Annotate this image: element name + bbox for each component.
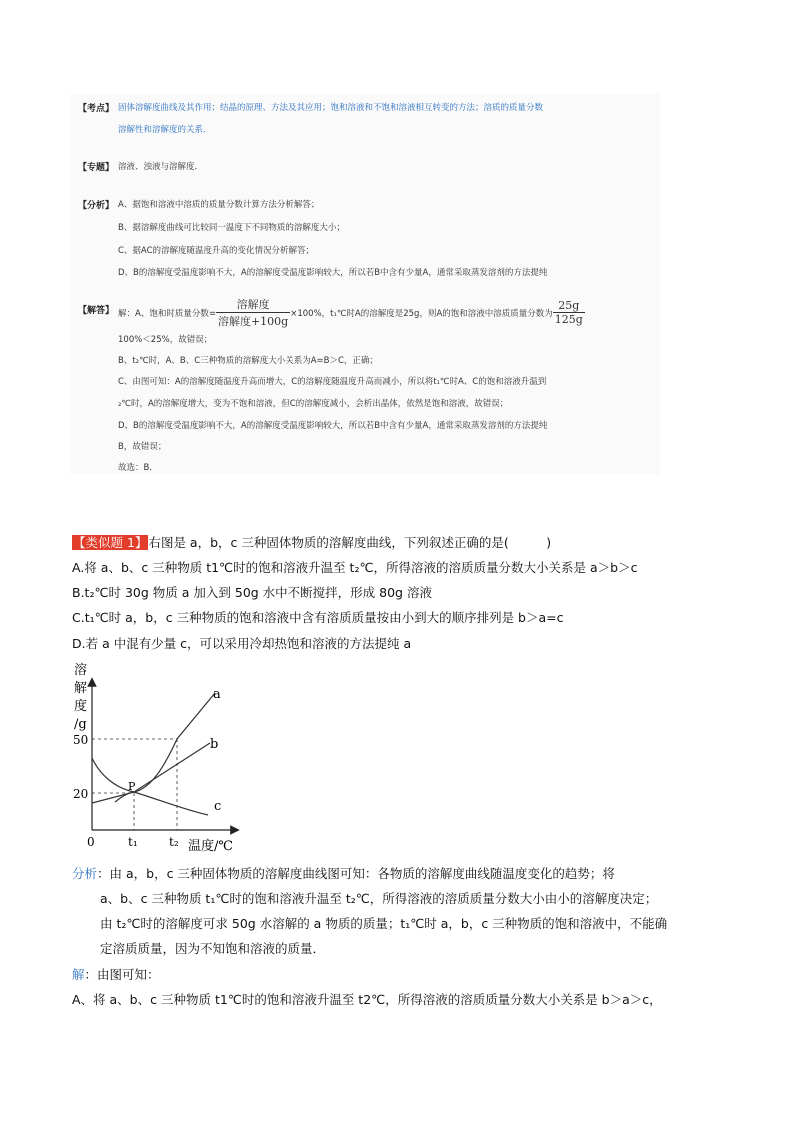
y-tick-20: 20: [73, 787, 89, 801]
jieda-a-line: [118, 296, 585, 329]
y-label-1: 溶: [74, 663, 88, 678]
solution-panel: [70, 94, 660, 474]
kaodian-line-1: 固体溶解度曲线及其作用；结晶的原理、方法及其应用；饱和溶液和不饱和溶液相互转变的方法；溶质的质量分数: [118, 103, 544, 113]
fenxi-a: A、据饱和溶液中溶质的质量分数计算方法分析解答；: [118, 200, 320, 210]
jieda-answer: 故选：B．: [118, 463, 158, 473]
option-c: C.t₁℃时 a，b，c 三种物质的饱和溶液中含有溶质质量按由小到大的顺序排列是 b＞a=c: [72, 610, 564, 625]
x-tick-t1: t₁: [128, 835, 138, 849]
option-b: B.t₂℃时 30g 物质 a 加入到 50g 水中不断搅拌，形成 80g 溶液: [72, 585, 432, 600]
curve-b: [92, 743, 210, 803]
solubility-chart: [70, 660, 250, 855]
jieda-a-mid: ×100%，t₁℃时A的溶解度是25g，则A的饱和溶液中溶质质量分数为: [290, 308, 553, 319]
zhuanti-tag: 【专题】: [78, 163, 115, 173]
series-label-a: a: [213, 687, 221, 702]
analysis-line-2: a、b、c 三种物质 t₁℃时的饱和溶液升温至 t₂℃，所得溶液的溶质质量分数大小由小的溶解度决定；: [100, 891, 658, 906]
y-label-4: /g: [74, 717, 87, 732]
jie-a: A、将 a、b、c 三种物质 t1℃时的饱和溶液升温至 t2℃，所得溶液的溶质质量分数大小关系是 b＞a＞c，: [72, 992, 662, 1007]
jieda-a-end: 100%＜25%，故错误；: [118, 335, 213, 345]
jieda-tag: 【解答】: [78, 306, 115, 316]
fraction-numerator: 溶解度: [216, 296, 290, 313]
question-stem-line: [72, 533, 551, 551]
fraction-numerator-2: 25g: [553, 299, 585, 313]
fraction-25-125: [553, 299, 585, 326]
fenxi-c: C、据AC的溶解度随温度升高的变化情况分析解答；: [118, 246, 315, 256]
fenxi-d: D、B的溶解度受温度影响不大，A的溶解度受温度影响较大，所以若B中含有少量A，通常采取蒸发溶剂的方法提纯: [118, 268, 548, 278]
x-tick-t2: t₂: [169, 835, 179, 849]
fraction-denominator: 溶解度+100g: [217, 315, 289, 328]
question-stem: 右图是 a，b，c 三种固体物质的溶解度曲线，下列叙述正确的是( ): [148, 535, 552, 550]
fenxi-b: B、据溶解度曲线可比较同一温度下不同物质的溶解度大小；: [118, 223, 345, 233]
jieda-d1: D、B的溶解度受温度影响不大，A的溶解度受温度影响较大，所以若B中含有少量A，通常采取蒸发溶剂的方法提纯: [118, 421, 548, 431]
y-tick-50: 50: [73, 733, 89, 747]
kaodian-tag: 【考点】: [78, 104, 115, 114]
analysis-line-3: 由 t₂℃时的溶解度可求 50g 水溶解的 a 物质的质量；t₁℃时 a，b，c 三种物质的饱和溶液中，不能确: [100, 916, 668, 931]
jie-line: [72, 965, 160, 983]
point-p-label: P: [128, 780, 136, 793]
kaodian-line-2: 溶解性和溶解度的关系．: [118, 125, 212, 135]
y-label-3: 度: [74, 699, 88, 714]
zhuanti-text: 溶液、浊液与溶解度．: [118, 162, 204, 172]
curve-c: [92, 758, 208, 815]
jieda-b: B、t₂℃时，A、B、C三种物质的溶解度大小关系为A=B＞C，正确；: [118, 356, 378, 366]
option-d: D.若 a 中混有少量 c，可以采用冷却热饱和溶液的方法提纯 a: [72, 636, 412, 651]
analysis-line-1: [72, 864, 615, 882]
jieda-c2: ₂℃时，A的溶解度增大，变为不饱和溶液，但C的溶解度减小，会析出晶体，依然是饱和溶液，故错误；: [118, 399, 509, 409]
question-tag: 【类似题 1】: [73, 535, 148, 550]
analysis-label: 分析: [72, 866, 98, 881]
analysis-text-1: ：由 a，b，c 三种固体物质的溶解度曲线图可知：各物质的溶解度曲线随温度变化的趋势；将: [97, 866, 615, 881]
fenxi-tag: 【分析】: [78, 201, 115, 211]
series-label-c: c: [214, 799, 222, 814]
jieda-c1: C、由图可知：A的溶解度随温度升高而增大，C的溶解度随温度升高而减小，所以将t₁℃时A、C的饱和溶液升温到: [118, 377, 547, 387]
analysis-line-4: 定溶质质量，因为不知饱和溶液的质量．: [100, 941, 326, 956]
jie-label: 解: [72, 967, 85, 982]
jie-text: ：由图可知：: [84, 967, 160, 982]
x-label: 温度/℃: [188, 839, 233, 854]
option-a: A.将 a、b、c 三种物质 t1℃时的饱和溶液升温至 t₂℃，所得溶液的溶质质量分数大小关系是 a＞b＞c: [72, 560, 638, 575]
y-label-2: 解: [74, 681, 88, 696]
fraction-solubility: [216, 296, 290, 329]
origin-label: 0: [87, 835, 95, 849]
jieda-a-pre: 解：A、饱和时质量分数=: [118, 308, 216, 319]
fraction-denominator-2: 125g: [554, 313, 583, 326]
series-label-b: b: [210, 737, 219, 752]
jieda-d2: B，故错误；: [118, 442, 167, 452]
